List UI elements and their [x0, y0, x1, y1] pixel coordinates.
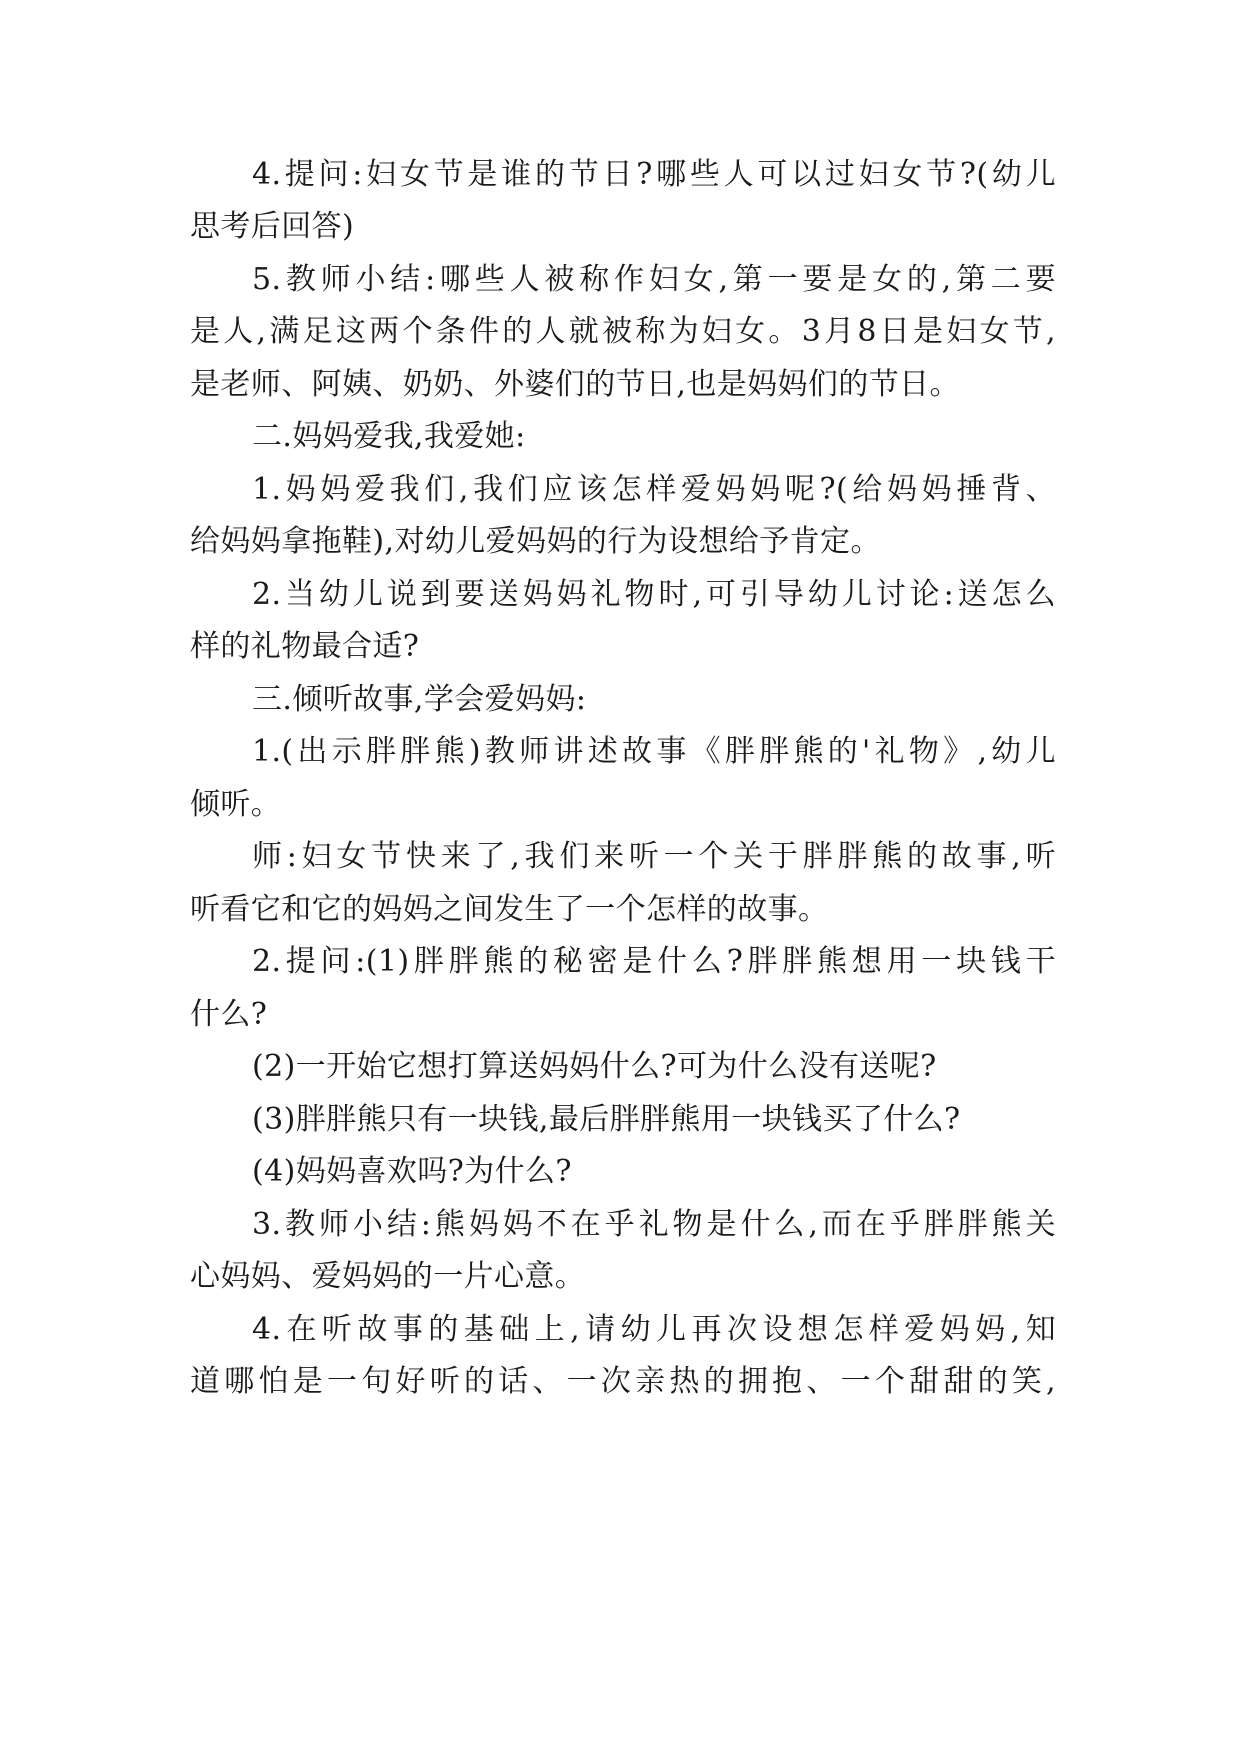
paragraph-line: 1.妈妈爱我们,我们应该怎样爱妈妈呢?(给妈妈捶背、 — [252, 472, 1056, 507]
paragraph-line: 2.提问:(1)胖胖熊的秘密是什么?胖胖熊想用一块钱干 — [252, 944, 1056, 979]
paragraph-line: 样的礼物最合适? — [190, 629, 420, 664]
paragraph-line: 道哪怕是一句好听的话、一次亲热的拥抱、一个甜甜的笑, — [190, 1364, 1056, 1399]
paragraph-line: 是老师、阿姨、奶奶、外婆们的节日,也是妈妈们的节日。 — [190, 367, 960, 402]
paragraph-line: 4.提问:妇女节是谁的节日?哪些人可以过妇女节?(幼儿 — [252, 157, 1056, 192]
paragraph-line: 思考后回答) — [190, 209, 355, 244]
paragraph-line: 师:妇女节快来了,我们来听一个关于胖胖熊的故事,听 — [252, 839, 1056, 874]
paragraph-line: 3.教师小结:熊妈妈不在乎礼物是什么,而在乎胖胖熊关 — [252, 1207, 1056, 1242]
paragraph-line: (3)胖胖熊只有一块钱,最后胖胖熊用一块钱买了什么? — [252, 1102, 961, 1137]
paragraph-line: 1.(出示胖胖熊)教师讲述故事《胖胖熊的'礼物》,幼儿 — [252, 734, 1056, 769]
paragraph-line: 心妈妈、爱妈妈的一片心意。 — [190, 1259, 586, 1294]
paragraph-line: 什么? — [190, 997, 268, 1032]
paragraph-line: 4.在听故事的基础上,请幼儿再次设想怎样爱妈妈,知 — [252, 1312, 1056, 1347]
paragraph-line: 是人,满足这两个条件的人就被称为妇女。3月8日是妇女节, — [190, 314, 1056, 349]
paragraph-line: 倾听。 — [190, 787, 282, 822]
section-heading: 二.妈妈爱我,我爱她: — [252, 419, 526, 454]
section-heading: 三.倾听故事,学会爱妈妈: — [252, 682, 587, 717]
paragraph-line: (4)妈妈喜欢吗?为什么? — [252, 1154, 572, 1189]
paragraph-line: 给妈妈拿拖鞋),对幼儿爱妈妈的行为设想给予肯定。 — [190, 524, 881, 559]
paragraph-line: (2)一开始它想打算送妈妈什么?可为什么没有送呢? — [252, 1049, 937, 1084]
paragraph-line: 2.当幼儿说到要送妈妈礼物时,可引导幼儿讨论:送怎么 — [252, 577, 1056, 612]
paragraph-line: 听看它和它的妈妈之间发生了一个怎样的故事。 — [190, 892, 829, 927]
paragraph-line: 5.教师小结:哪些人被称作妇女,第一要是女的,第二要 — [252, 262, 1056, 297]
